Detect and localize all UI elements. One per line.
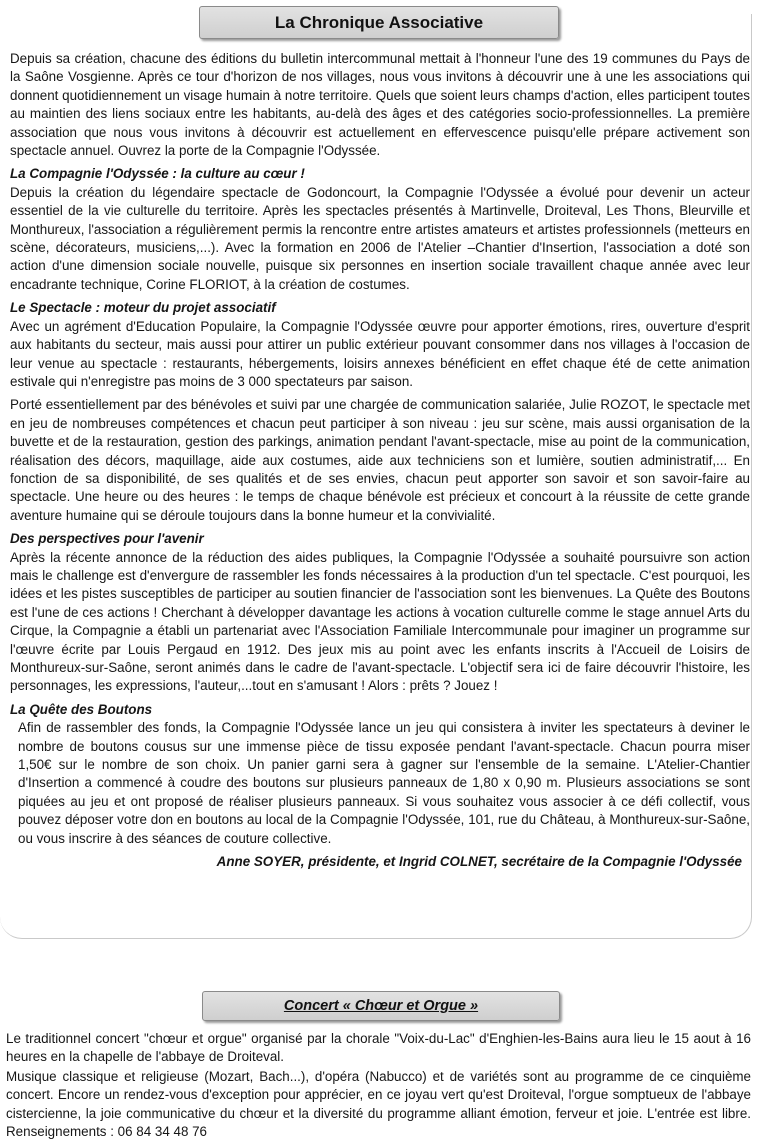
- section-paragraph: Porté essentiellement par des bénévoles et suivi par une chargée de communication salariée, Julie ROZOT, le spectacle met en jeu de nombreuses compétences et chacun peut participer à son niveau : jeu sur scène, mais aussi organisation de la buvette et de la restauration, gestion des parkings, animation pendant l'avant-spectacle, mise au point de la communication, réalisation des décors, maquillage, aide aux costumes, aide aux techniciens son et lumière, soutien administratif,... En fonction de sa disponibilité, de ses qualités et de ses envies, chacun peut apporter son savoir et son savoir-faire au spectacle. Une heure ou des heures : le temps de chaque bénévole est précieux et concourt à la réussite de cette grande aventure humaine qui se déroule toujours dans la bonne humeur et la convivialité.: [10, 397, 750, 523]
- page-title: La Chronique Associative: [199, 6, 559, 39]
- concert-body: [6, 1030, 751, 1142]
- concert-paragraph: Musique classique et religieuse (Mozart, Bach...), d'opéra (Nabucco) et de variétés sont au programme de ce cinquième concert. Encore un rendez-vous d'exception pour apprécier, en ce joyau vert qu'est Droiteval, l'orgue somptueux de l'abbaye cistercienne, la joie communicative du chœur et la diversité du programme alliant émotion, ferveur et joie. L'entrée est libre. Renseignements : 06 84 34 48 76: [6, 1068, 751, 1140]
- article-body: [10, 50, 750, 871]
- concert-paragraph: Le traditionnel concert "chœur et orgue" organisé par la chorale "Voix-du-Lac" d'Enghien-les-Bains aura lieu le 15 aout à 16 heures en la chapelle de l'abbaye de Droiteval.: [6, 1031, 751, 1065]
- concert-title: Concert « Chœur et Orgue »: [202, 991, 560, 1021]
- section-heading-quete: La Quête des Boutons: [10, 701, 153, 717]
- section-heading-compagnie: La Compagnie l'Odyssée : la culture au cœur !: [10, 166, 305, 182]
- intro-paragraph: Depuis sa création, chacune des éditions du bulletin intercommunal mettait à l'honneur l'une des 19 communes du Pays de la Saône Vosgienne. Après ce tour d'horizon de nos villages, nous vous invitons à découvrir une à une les associations qui donnent quotidiennement un visage humain à notre territoire. Quels que soient leurs champs d'action, elles participent toutes au maintien des liens sociaux entre les habitants, au-delà des âges et des catégories socio-professionnelles. La première association que nous vous invitons à découvrir est actuellement en effervescence puisqu'elle prépare activement son spectacle annuel. Ouvrez la porte de la Compagnie l'Odyssée.: [10, 51, 750, 159]
- section-paragraph: Depuis la création du légendaire spectacle de Godoncourt, la Compagnie l'Odyssée a évolué pour devenir un acteur essentiel de la vie culturelle du territoire. Après les spectacles présentés à Martinvelle, Droiteval, Les Thons, Bleurville et Monthureux, l'association a régulièrement permis la rencontre entre artistes amateurs et artistes professionnels (metteurs en scène, décorateurs, musiciens,...). Avec la formation en 2006 de l'Atelier –Chantier d'Insertion, l'association a doté son action d'une dimension sociale nouvelle, puisque six personnes en insertion sociale travaillent chaque année avec leur encadrante technique, Corine FLORIOT, à la création de costumes.: [10, 184, 750, 292]
- section-paragraph: Afin de rassembler des fonds, la Compagnie l'Odyssée lance un jeu qui consistera à inviter les spectateurs à deviner le nombre de boutons cousus sur une immense pièce de tissu exposée pendant l'avant-spectacle. Chacun pourra miser 1,50€ sur le nombre de son choix. Un panier garni sera à gagner sur l'ensemble de la semaine. L'Atelier-Chantier d'Insertion a commencé à coudre des boutons sur plusieurs panneaux de 1,80 x 0,90 m. Plusieurs associations se sont piquées au jeu et ont proposé de réaliser plusieurs panneaux. Si vous souhaitez vous associer à ce défi collectif, vous pouvez déposer votre don en boutons au local de la Compagnie l'Odyssée, 101, rue du Château, à Monthureux-sur-Saône, ou vous inscrire à des séances de couture collective.: [18, 720, 750, 846]
- section-paragraph: Avec un agrément d'Education Populaire, la Compagnie l'Odyssée œuvre pour apporter émotions, rires, ouverture d'esprit aux habitants du secteur, mais aussi pour attirer un public extérieur pouvant consommer dans nos villages à l'occasion de leur venue au spectacle : restaurants, hébergements, loisirs annexes bénéficient en effet chaque été de cette animation estivale qui n'enregistre pas moins de 3 000 spectateurs par saison.: [10, 318, 750, 389]
- signature: Anne SOYER, présidente, et Ingrid COLNET, secrétaire de la Compagnie l'Odyssée: [216, 854, 742, 870]
- section-heading-perspectives: Des perspectives pour l'avenir: [10, 531, 204, 547]
- section-paragraph: Après la récente annonce de la réduction des aides publiques, la Compagnie l'Odyssée a souhaité poursuivre son action mais le challenge est d'envergure de rassembler les fonds nécessaires à la production d'un tel spectacle. C'est pourquoi, les idées et les pistes susceptibles de participer au soutien financier de l'association sont les bienvenues. La Quête des Boutons est l'une de ces actions ! Cherchant à développer davantage les actions à vocation culturelle comme le stage annuel Arts du Cirque, la Compagnie a établi un partenariat avec l'Association Familiale Intercommunale pour imaginer un programme sur l'œuvre écrite par Louis Pergaud en 1912. Des jeux mis au point avec les enfants inscrits à l'Accueil de Loisirs de Monthureux-sur-Saône, seront animés dans le cadre de l'avant-spectacle. L'objectif sera ici de faire découvrir l'histoire, les personnages, les expressions, l'auteur,...tout en s'amusant ! Alors : prêts ? Jouez !: [10, 549, 750, 694]
- section-heading-spectacle: Le Spectacle : moteur du projet associatif: [10, 300, 276, 316]
